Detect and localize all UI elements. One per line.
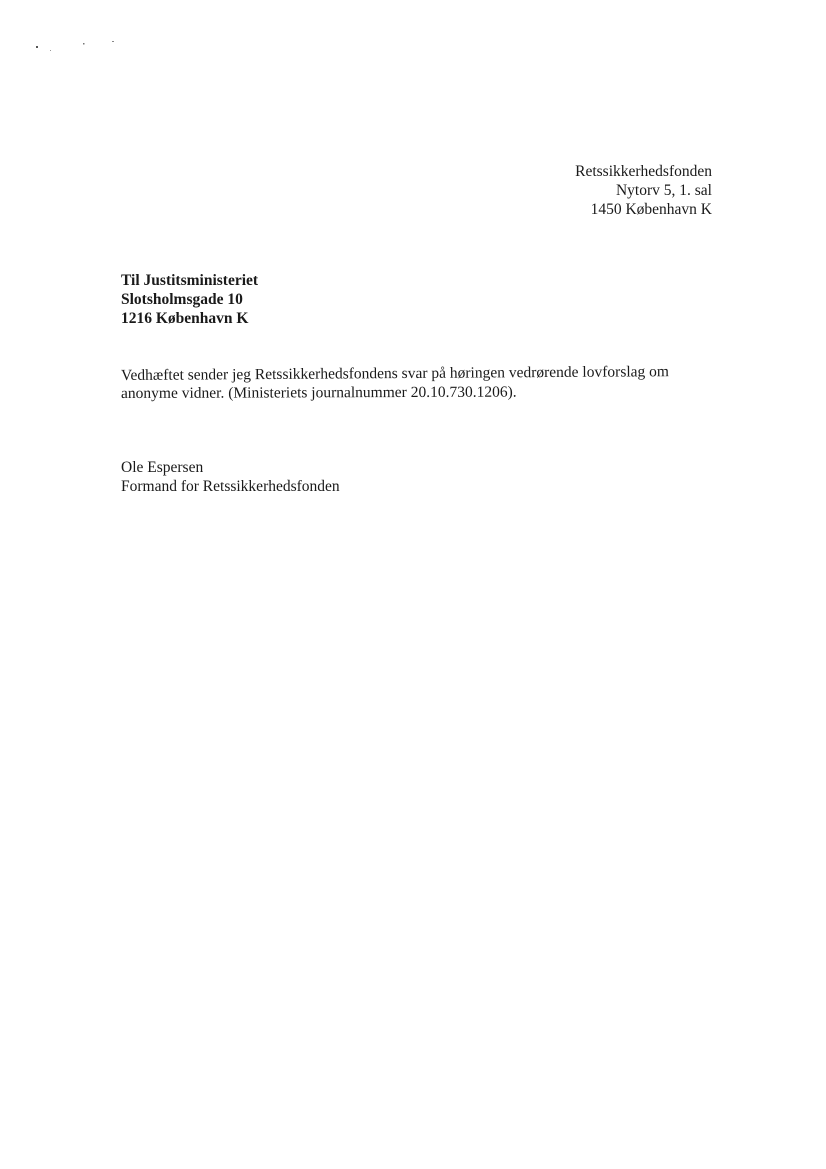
letter-body [120,363,721,403]
sender-name: Retssikkerhedsfonden [575,163,712,180]
scan-specks [30,38,130,58]
signature-name: Ole Espersen [121,459,204,476]
sender-street: Nytorv 5, 1. sal [615,182,712,199]
recipient-address [121,271,258,328]
recipient-line-2: Slotsholmsgade 10 [121,291,243,308]
recipient-line-1: Til Justitsministeriet [121,272,259,289]
sender-city: 1450 København K [590,201,712,218]
body-line-1: Vedhæftet sender jeg Retssikkerhedsfondens svar på høringen vedrørende lovforslag om [120,363,669,384]
signature-block [121,458,340,496]
recipient-line-3: 1216 København K [121,310,249,327]
body-line-2: anonyme vidner. (Ministeriets journalnummer 20.10.730.1206). [120,383,517,402]
sender-address [575,162,712,219]
signature-title: Formand for Retssikkerhedsfonden [121,478,340,495]
